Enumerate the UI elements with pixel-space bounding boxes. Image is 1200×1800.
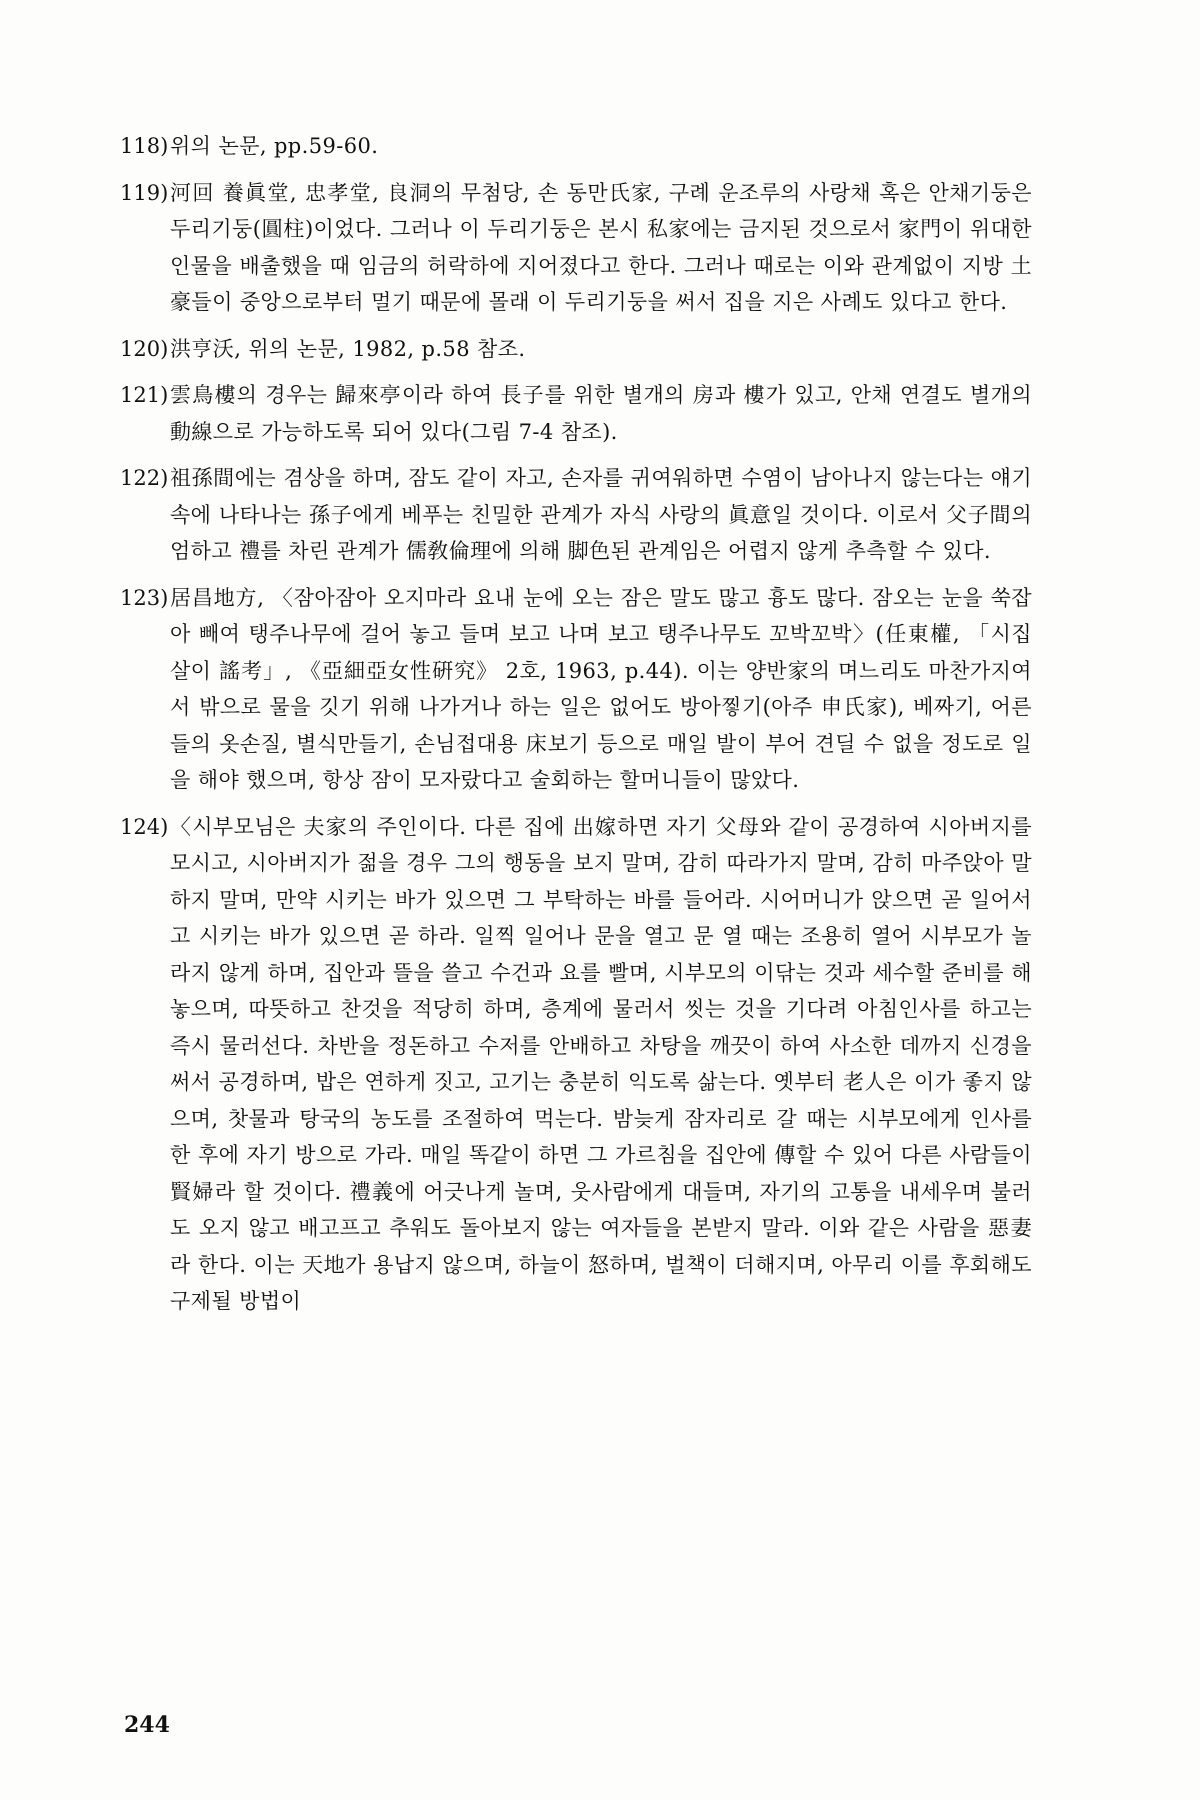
footnote-text: 〈시부모님은 夫家의 주인이다. 다른 집에 出嫁하면 자기 父母와 같이 공경하여 시아버지를 모시고, 시아버지가 젊을 경우 그의 행동을 보지 말며, 감히 따라가지 말며, 감히 마주앉아 말하지 말며, 만약 시키는 바가 있으면 그 부탁하는 바를 들어라. 시어머니가 앉으면 곧 일어서고 시키는 바가 있으면 곧 하라. 일찍 일어나 문을 열고 문 열 때는 조용히 열어 시부모가 놀라지 않게 하며, 집안과 뜰을 쓸고 수건과 요를 빨며, 시부모의 이닦는 것과 세수할 준비를 해 놓으며, 따뜻하고 찬것을 적당히 하며, 층계에 물러서 씻는 것을 기다려 아침인사를 하고는 즉시 물러선다. 차반을 정돈하고 수저를 안배하고 차탕을 깨끗이 하여 사소한 데까지 신경을 써서 공경하며, 밥은 연하게 짓고, 고기는 충분히 익도록 삶는다. 옛부터 老人은 이가 좋지 않으며, 찻물과 탕국의 농도를 조절하여 먹는다. 밤늦게 잠자리로 갈 때는 시부모에게 인사를 한 후에 자기 방으로 가라. 매일 똑같이 하면 그 가르침을 집안에 傳할 수 있어 다른 사람들이 賢婦라 할 것이다. 禮義에 어긋나게 놀며, 웃사람에게 대들며, 자기의 고통을 내세우며 불러도 오지 않고 배고프고 추워도 돌아보지 않는 여자들을 본받지 말라. 이와 같은 사람을 惡妻라 한다. 이는 天地가 용납지 않으며, 하늘이 怒하며, 벌책이 더해지며, 아무리 이를 후회해도 구제될 방법이: [170, 814, 1032, 1313]
footnote-number: 119): [120, 180, 169, 205]
footnote-text: 雲鳥樓의 경우는 歸來亭이라 하여 長子를 위한 별개의 房과 樓가 있고, 안채 연결도 별개의 動線으로 가능하도록 되어 있다(그림 7-4 참조).: [170, 383, 1032, 444]
footnote-124: [122, 809, 1032, 1320]
footnote-number: 123): [120, 585, 169, 610]
footnote-number: 124): [120, 814, 169, 839]
footnote-number: 118): [120, 134, 169, 158]
footnote-text: 洪亨沃, 위의 논문, 1982, p.58 참조.: [170, 336, 526, 361]
page-number: 244: [124, 1712, 170, 1738]
footnote-119: [122, 175, 1032, 321]
footnote-118: [122, 128, 1032, 165]
footnote-text: 위의 논문, pp.59-60.: [170, 134, 379, 158]
footnote-text: 河回 養眞堂, 忠孝堂, 良洞의 무첨당, 손 동만氏家, 구례 운조루의 사랑채 혹은 안채기둥은 두리기둥(圓柱)이었다. 그러나 이 두리기둥은 본시 私家에는 금지된 것으로서 家門이 위대한 인물을 배출했을 때 임금의 허락하에 지어졌다고 한다. 그러나 때로는 이와 관계없이 지방 土豪들이 중앙으로부터 멀기 때문에 몰래 이 두리기둥을 써서 집을 지은 사례도 있다고 한다.: [170, 180, 1032, 314]
footnote-text: 祖孫間에는 겸상을 하며, 잠도 같이 자고, 손자를 귀여워하면 수염이 남아나지 않는다는 얘기 속에 나타나는 孫子에게 베푸는 친밀한 관계가 자식 사랑의 眞意일 것이다. 이로서 父子間의 엄하고 禮를 차린 관계가 儒敎倫理에 의해 脚色된 관계임은 어렵지 않게 추측할 수 있다.: [170, 466, 1032, 563]
footnote-number: 121): [120, 383, 169, 407]
footnote-122: [122, 460, 1032, 570]
footnote-number: 120): [120, 336, 169, 361]
footnote-120: [122, 331, 1032, 368]
footnotes-list: [122, 128, 1032, 1330]
footnote-121: [122, 377, 1032, 450]
footnote-number: 122): [120, 466, 169, 490]
footnote-text: 居昌地方, 〈잠아잠아 오지마라 요내 눈에 오는 잠은 말도 많고 흉도 많다. 잠오는 눈을 쑥잡아 빼여 탱주나무에 걸어 놓고 들며 보고 나며 보고 탱주나무도 꼬박꼬박〉(任東權, 「시집살이 謠考」, 《亞細亞女性硏究》 2호, 1963, p.44). 이는 양반家의 며느리도 마찬가지여서 밖으로 물을 깃기 위해 나가거나 하는 일은 없어도 방아찧기(아주 申氏家), 베짜기, 어른들의 옷손질, 별식만들기, 손님접대용 床보기 등으로 매일 발이 부어 견딜 수 없을 정도로 일을 해야 했으며, 항상 잠이 모자랐다고 술회하는 할머니들이 많았다.: [170, 585, 1032, 792]
footnote-123: [122, 580, 1032, 799]
